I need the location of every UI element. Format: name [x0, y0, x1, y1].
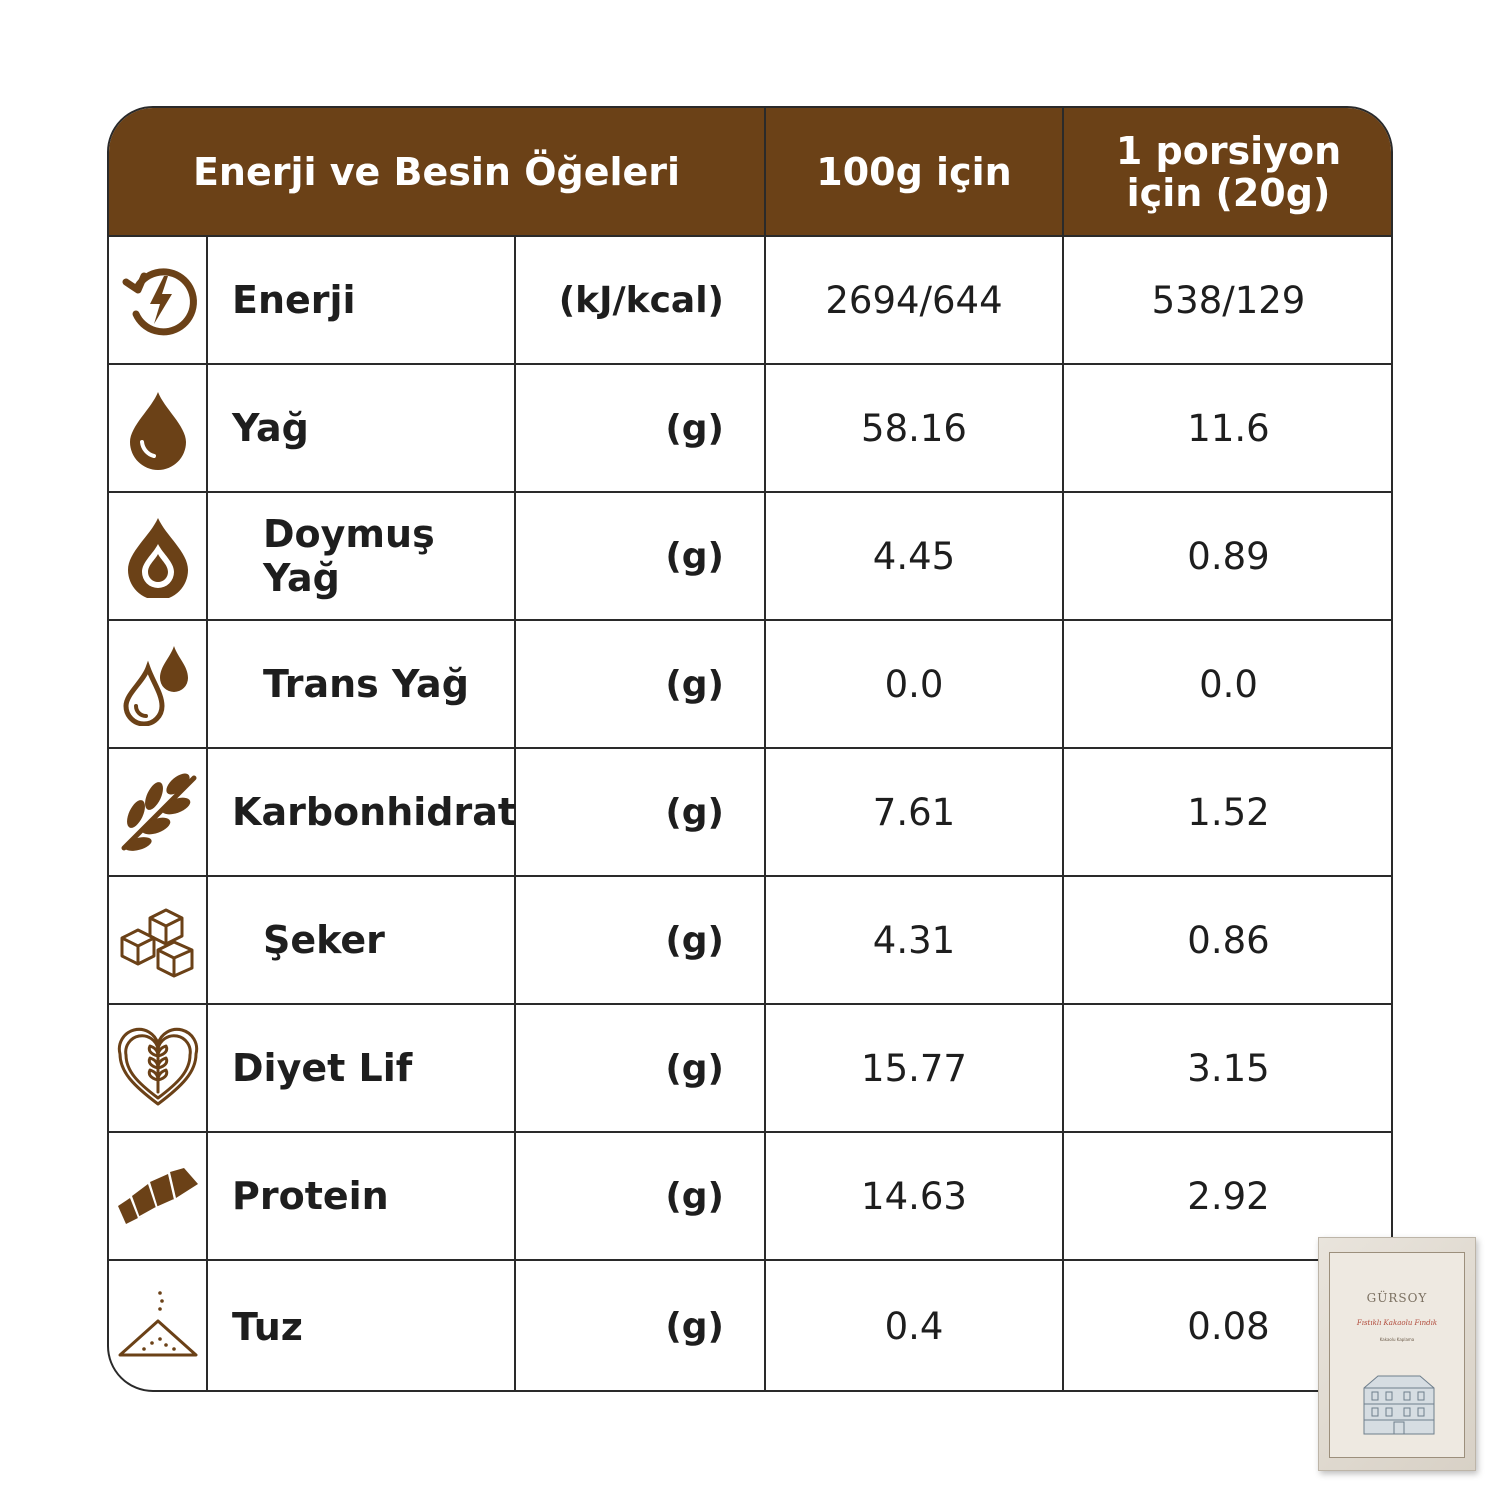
table-row	[109, 237, 1391, 365]
value-per-100g: 15.77	[766, 1005, 1064, 1131]
product-box-frame	[1329, 1252, 1465, 1458]
nutrient-unit: (g)	[516, 365, 766, 491]
nutrient-name: Yağ	[208, 365, 516, 491]
nutrient-name: Tuz	[208, 1261, 516, 1392]
table-row	[109, 621, 1391, 749]
value-per-portion: 0.89	[1187, 534, 1270, 578]
energy-icon	[116, 258, 200, 342]
value-per-portion: 0.08	[1187, 1305, 1270, 1348]
value-per-portion: 3.15	[1187, 1046, 1270, 1090]
trans-fat-icon	[116, 642, 200, 726]
header-per-portion-line2: için (20g)	[1126, 170, 1331, 215]
nutrient-name: Karbonhidrat	[208, 749, 516, 875]
value-per-100g: 4.31	[766, 877, 1064, 1003]
table-row	[109, 493, 1391, 621]
value-per-portion: 538/129	[1151, 278, 1306, 322]
product-brand: GÜRSOY	[1366, 1291, 1428, 1305]
value-per-portion: 0.0	[1199, 662, 1258, 706]
nutrient-unit: (g)	[516, 1005, 766, 1131]
value-per-100g: 58.16	[766, 365, 1064, 491]
table-row	[109, 1133, 1391, 1261]
table-row	[109, 877, 1391, 1005]
value-per-portion: 2.92	[1187, 1174, 1270, 1218]
nutrient-name: Diyet Lif	[208, 1005, 516, 1131]
wheat-icon	[116, 770, 200, 854]
nutrient-unit: (g)	[516, 877, 766, 1003]
value-per-portion: 0.86	[1187, 918, 1270, 962]
building-illustration-icon	[1358, 1368, 1440, 1436]
table-row	[109, 1261, 1391, 1392]
nutrient-name: Şeker	[208, 877, 516, 1003]
product-tagline: Kakaolu Kaplama	[1379, 1337, 1415, 1342]
header-per-portion	[1064, 108, 1393, 235]
nutrient-unit: (kJ/kcal)	[516, 237, 766, 363]
value-per-100g: 0.0	[766, 621, 1064, 747]
nutrient-unit: (g)	[516, 493, 766, 619]
value-per-100g: 4.45	[766, 493, 1064, 619]
nutrient-unit: (g)	[516, 621, 766, 747]
value-per-100g: 14.63	[766, 1133, 1064, 1259]
table-header	[109, 108, 1391, 237]
value-per-portion: 11.6	[1187, 406, 1270, 450]
header-per-portion-line1: 1 porsiyon	[1115, 128, 1342, 173]
nutrition-table	[107, 106, 1393, 1392]
product-subtitle: Fıstıklı Kakaolu Fındık	[1356, 1319, 1438, 1327]
nutrient-unit: (g)	[516, 749, 766, 875]
value-per-100g: 2694/644	[766, 237, 1064, 363]
protein-helix-icon	[116, 1154, 200, 1238]
table-row	[109, 365, 1391, 493]
nutrient-unit: (g)	[516, 1261, 766, 1392]
salt-pile-icon	[116, 1285, 200, 1369]
value-per-100g: 7.61	[766, 749, 1064, 875]
value-per-100g: 0.4	[766, 1261, 1064, 1392]
product-box-image	[1318, 1237, 1476, 1471]
table-row	[109, 1005, 1391, 1133]
saturated-fat-icon	[116, 514, 200, 598]
nutrient-name: Protein	[208, 1133, 516, 1259]
value-per-portion: 1.52	[1187, 790, 1270, 834]
nutrient-unit: (g)	[516, 1133, 766, 1259]
nutrient-name: Doymuş Yağ	[208, 493, 516, 619]
header-nutrients: Enerji ve Besin Öğeleri	[109, 108, 766, 235]
fiber-heart-icon	[116, 1026, 200, 1110]
header-per-100g: 100g için	[766, 108, 1064, 235]
fat-drop-icon	[116, 386, 200, 470]
nutrient-name: Enerji	[208, 237, 516, 363]
table-row	[109, 749, 1391, 877]
nutrient-name: Trans Yağ	[208, 621, 516, 747]
sugar-cubes-icon	[116, 898, 200, 982]
